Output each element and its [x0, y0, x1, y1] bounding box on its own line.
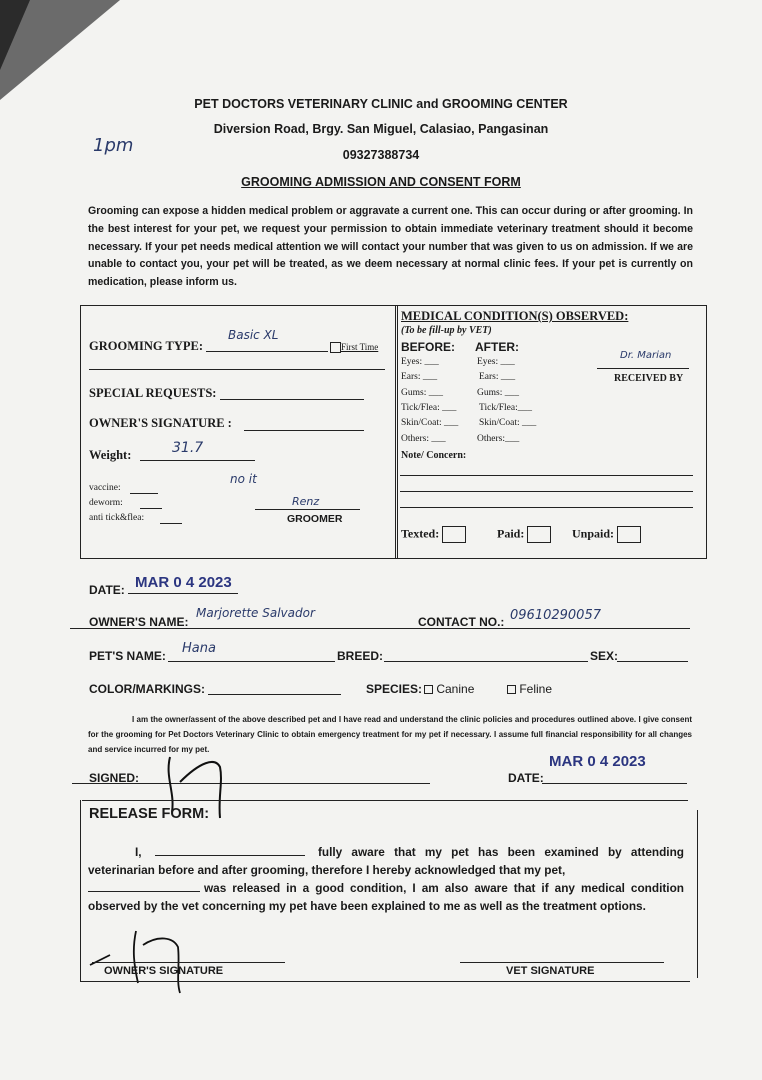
after-item: Tick/Flea:___ [479, 403, 532, 413]
release-left-border [80, 800, 81, 982]
vet-sig-label: VET SIGNATURE [506, 965, 595, 977]
vaccine-line [130, 493, 158, 494]
clinic-address: Diversion Road, Brgy. San Miguel, Calasiao, Pangasinan [213, 122, 549, 136]
clinic-name: PET DOCTORS VETERINARY CLINIC and GROOMING CENTER [194, 97, 568, 111]
release-top-line [82, 800, 688, 801]
first-time-label: First Time [341, 342, 379, 352]
unpaid-label [572, 526, 641, 543]
received-by-line [597, 368, 689, 369]
signed-date-stamp: MAR 0 4 2023 [549, 753, 646, 770]
date-label: DATE: [89, 583, 125, 597]
pet-name-line [168, 661, 335, 662]
release-paragraph [88, 843, 684, 915]
color-label: COLOR/MARKINGS: [89, 682, 205, 696]
weight-value[interactable]: 31.7 [172, 440, 204, 456]
received-by-label: RECEIVED BY [614, 373, 684, 384]
feline-checkbox[interactable] [507, 685, 516, 694]
owner-name-label: OWNER'S NAME: [89, 615, 189, 629]
contact-value[interactable]: 09610290057 [510, 608, 601, 623]
after-item: Eyes: ___ [477, 357, 515, 367]
canine-option[interactable] [424, 682, 474, 696]
contact-label: CONTACT NO.: [418, 615, 505, 629]
feline-option[interactable] [507, 682, 552, 696]
paid-box[interactable] [527, 526, 551, 543]
grooming-type-value[interactable]: Basic XL [228, 328, 279, 342]
after-label: AFTER: [475, 340, 519, 354]
breed-line [384, 661, 588, 662]
deworm-line [140, 508, 162, 509]
paid-text: Paid: [497, 526, 525, 541]
feline-label: Feline [519, 682, 553, 696]
medical-title: MEDICAL CONDITION(S) OBSERVED: [401, 309, 629, 323]
release-text-2: fully aware that my pet has been examined by attending veterinarian before and after grooming, therefore I hereby acknowledged that my pet, [88, 845, 684, 877]
first-time-box[interactable] [330, 342, 341, 353]
release-right-border [697, 810, 698, 978]
owner-sig-line [92, 962, 285, 963]
owner-name-value[interactable]: Marjorette Salvador [196, 606, 315, 620]
clinic-phone: 09327388734 [342, 148, 420, 162]
texted-box[interactable] [442, 526, 466, 543]
anti-tick-label: anti tick&flea: [89, 513, 145, 523]
pet-name-value[interactable]: Hana [182, 641, 216, 656]
unpaid-box[interactable] [617, 526, 641, 543]
groomer-signature: Renz [292, 495, 320, 508]
before-item: Others: ___ [401, 434, 446, 444]
release-bottom-line [80, 981, 690, 982]
owner-signature-line [244, 430, 364, 431]
after-item: Skin/Coat: ___ [479, 418, 537, 428]
weight-line [140, 460, 255, 461]
owner-signature-label: OWNER'S SIGNATURE : [89, 416, 232, 430]
received-by-value: Dr. Marian [620, 350, 672, 361]
before-item: Tick/Flea: ___ [401, 403, 457, 413]
special-requests-line [220, 399, 364, 400]
canine-checkbox[interactable] [424, 685, 433, 694]
color-line [208, 694, 341, 695]
consent-paragraph: I am the owner/assent of the above described pet and I have read and understand the clinic policies and procedures outlined above. I give consent for the grooming for Pet Doctors Veterinary Clinic to obtain emergency treatment for my pet if necessary. I assume full financial responsibility for all changes and service incurred for my pet. [88, 715, 692, 754]
unpaid-text: Unpaid: [572, 526, 615, 541]
release-text-3: was released in a good condition, I am also aware that if any medical condition observed by the vet concerning my pet have been explained to me as well as the treatment options. [88, 881, 684, 913]
signed-date-label: DATE: [508, 771, 544, 785]
medical-subtitle: (To be fill-up by VET) [401, 325, 492, 336]
note-concern-label: Note/ Concern: [401, 450, 467, 461]
signed-label: SIGNED: [89, 771, 140, 785]
sex-line [617, 661, 688, 662]
signed-date-line [542, 783, 687, 784]
species-label: SPECIES: [366, 682, 423, 696]
after-item: Gums: ___ [477, 388, 519, 398]
note-line-2 [400, 491, 693, 492]
paid-label [497, 526, 551, 543]
groomer-line [255, 509, 360, 510]
grooming-type-line-2 [89, 369, 385, 370]
special-requests-label: SPECIAL REQUESTS: [89, 386, 217, 400]
texted-text: Texted: [401, 526, 440, 541]
date-line [128, 593, 238, 594]
vaccine-label: vaccine: [89, 483, 121, 493]
note-line-1 [400, 475, 693, 476]
before-item: Gums: ___ [401, 388, 443, 398]
before-item: Skin/Coat: ___ [401, 418, 459, 428]
grooming-type-label: GROOMING TYPE: [89, 339, 204, 353]
release-pet-blank[interactable] [88, 891, 200, 892]
release-i: I, [135, 845, 142, 859]
note-value: no it [230, 472, 257, 486]
contact-line [400, 628, 690, 629]
intro-paragraph: Grooming can expose a hidden medical problem or aggravate a current one. This can occur during or after grooming. In the best interest for your pet, we request your permission to obtain immediate veterinary treatment should it become necessary. If your pet needs medical attention we will contact your number that was given to us on admission. If we are unable to contact you, your pet will be treated, as we deem necessary at normal clinic fees. If your pet is currently on medication, please inform us. [88, 205, 693, 289]
form-title: GROOMING ADMISSION AND CONSENT FORM [241, 175, 521, 189]
anti-tick-line [160, 523, 182, 524]
scan-corner-fold [0, 0, 30, 70]
groomer-label: GROOMER [287, 513, 343, 525]
before-item: Ears: ___ [401, 372, 438, 382]
deworm-label: deworm: [89, 498, 123, 508]
vet-sig-line [460, 962, 664, 963]
note-line-3 [400, 507, 693, 508]
date-stamp: MAR 0 4 2023 [135, 574, 232, 591]
handwritten-time: 1pm [93, 135, 134, 156]
owner-sig-label: OWNER'S SIGNATURE [104, 965, 224, 977]
breed-label: BREED: [337, 649, 384, 663]
after-item: Ears: ___ [479, 372, 516, 382]
before-item: Eyes: ___ [401, 357, 439, 367]
grooming-type-line [206, 351, 328, 352]
release-owner-signature [88, 925, 198, 995]
sex-label: SEX: [590, 649, 619, 663]
owner-name-line [70, 628, 405, 629]
release-name-blank[interactable] [155, 855, 305, 856]
canine-label: Canine [436, 682, 475, 696]
weight-label: Weight: [89, 448, 132, 462]
texted-label [401, 526, 466, 543]
first-time-checkbox[interactable] [330, 342, 378, 353]
signed-line [72, 783, 430, 784]
after-item: Others:___ [477, 434, 520, 444]
before-label: BEFORE: [401, 340, 455, 354]
pet-name-label: PET'S NAME: [89, 649, 166, 663]
release-title: RELEASE FORM: [89, 806, 210, 822]
